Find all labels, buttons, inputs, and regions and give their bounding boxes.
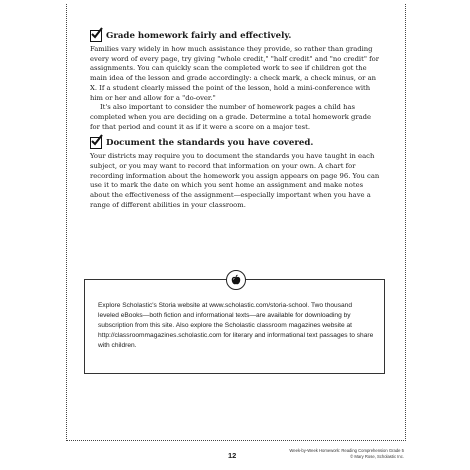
section-heading-text: Document the standards you have covered. xyxy=(106,138,314,149)
checkbox-check-icon xyxy=(90,137,102,149)
footer-credit-title: Week-by-Week Homework: Reading Comprehension Grade 5 xyxy=(289,448,404,453)
paragraph: Your districts may require you to document the standards you have taught in each subject, or you may want to record that information on your own. A chart for recording information about the homework you assign appears on page 96. You can use it to mark the date on which you sent home an assignment and make notes about the effectiveness of the assignment—especially important when you have a range of different abilities in your classroom. xyxy=(90,152,380,209)
footer-credit-copyright: © Mary Rose, Scholastic Inc. xyxy=(350,453,404,459)
checkbox-check-icon xyxy=(90,30,102,42)
footer-credit xyxy=(289,448,404,459)
section-heading-document-standards xyxy=(90,137,382,149)
section-heading-grade-homework xyxy=(90,30,382,42)
section-heading-text: Grade homework fairly and effectively. xyxy=(106,31,292,41)
paragraph: It's also important to consider the number of homework pages a child has completed when you are deciding on a grade. Determine a total homework grade for that period and count it as if it were a score on a major test. xyxy=(90,103,372,131)
page-number: 12 xyxy=(228,451,237,460)
apple-icon xyxy=(226,270,246,290)
callout-text: Explore Scholastic's Storia website at www.scholastic.com/storia-school. Two thousand leveled eBooks—both fiction and informational texts—are available for downloading by subscription from this site. Also explore the Scholastic classroom magazines website at http://classroommagazines.scholastic.com for literary and informational text passages to share with children. xyxy=(98,302,374,349)
paragraph: Families vary widely in how much assistance they provide, so rather than grading every word of every page, try giving "whole credit," "half credit" and "no credit" for assignments. You can quickly scan the completed work to see if children got the main idea of the lesson and grade accordingly: a check mark, a check minus, or an X. If a student clearly missed the point of the lesson, hold a mini-conference with him or her and allow for a "do-over." xyxy=(90,45,379,102)
main-content xyxy=(90,30,382,211)
